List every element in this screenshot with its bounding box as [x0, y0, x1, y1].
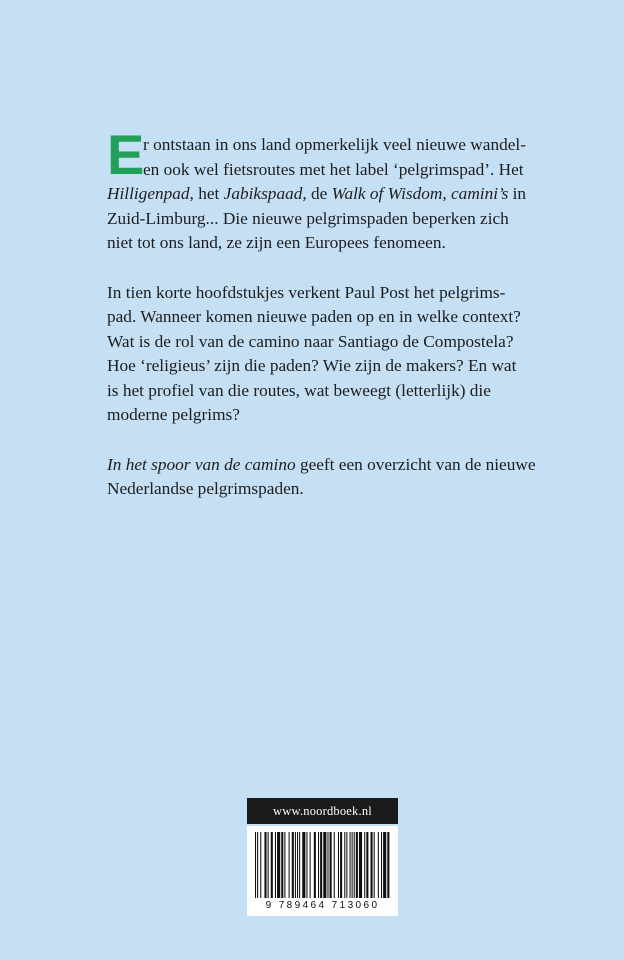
text-line: Nederlandse pelgrimspaden. [107, 479, 304, 498]
barcode-bar [350, 832, 351, 898]
barcode-bar [310, 832, 311, 898]
barcode-bar [378, 832, 379, 898]
barcode-bar [387, 832, 389, 898]
text-line: pad. Wanneer komen nieuwe paden op en in welke context? [107, 307, 521, 326]
paragraph-summary [107, 453, 567, 502]
barcode-bar [268, 832, 269, 898]
barcode-bar [264, 832, 266, 898]
text-line [107, 453, 567, 478]
barcode-bar [277, 832, 280, 898]
paragraph-intro [107, 123, 567, 256]
title-walk-of-wisdom: Walk of Wisdom, camini’s [331, 184, 509, 203]
barcode-bar [257, 832, 258, 898]
barcode-bar [297, 832, 298, 898]
barcode-bar [314, 832, 316, 898]
text-line: Hoe ‘religieus’ zijn die paden? Wie zijn de makers? En wat [107, 356, 517, 375]
barcode-bar [320, 832, 322, 898]
barcode-bar [271, 832, 273, 898]
barcode-bar [323, 832, 326, 898]
barcode-bar [299, 832, 300, 898]
barcode-bar [371, 832, 373, 898]
barcode-bar [364, 832, 365, 898]
barcode-bar [344, 832, 345, 898]
barcode-bar [302, 832, 305, 898]
barcode-bar [334, 832, 335, 898]
paragraph-contents [107, 281, 567, 428]
barcode-bar [381, 832, 382, 898]
back-cover-text [107, 123, 567, 527]
text-line [107, 182, 567, 207]
barcode-bar [374, 832, 375, 898]
barcode-bar [260, 832, 261, 898]
text-fragment: in [508, 184, 527, 203]
barcode-bar [352, 832, 353, 898]
text-line: is het profiel van die routes, wat beweegt (letterlijk) die [107, 380, 491, 400]
title-hilligenpad: Hilligenpad, [107, 184, 194, 203]
text-fragment: het [193, 184, 224, 203]
barcode-bar [275, 832, 276, 898]
text-line: r ontstaan in ons land opmerkelijk veel nieuwe wandel- [143, 135, 526, 154]
publisher-url: www.noordboek.nl [247, 798, 398, 824]
barcode-bar [354, 832, 355, 898]
barcode-bar [318, 832, 319, 898]
barcode-bar [383, 832, 386, 898]
drop-cap: E [107, 123, 143, 186]
barcode-bar [356, 832, 358, 898]
barcode-bar [366, 832, 368, 898]
barcode-bar [292, 832, 294, 898]
barcode-bar [327, 832, 328, 898]
barcode-block [247, 798, 398, 916]
text-line: Zuid-Limburg... Die nieuwe pelgrimspaden beperken zich [107, 208, 509, 228]
barcode-bar [306, 832, 307, 898]
isbn-number: 9 789464 713060 [265, 900, 380, 911]
barcode-bar [340, 832, 342, 898]
text-line: In tien korte hoofdstukjes verkent Paul Post het pelgrims- [107, 282, 506, 302]
text-line: Wat is de rol van de camino naar Santiago de Compostela? [107, 331, 514, 351]
text-fragment: de [306, 184, 332, 203]
barcode-bars [253, 832, 392, 898]
barcode-bar [284, 832, 285, 898]
title-jabikspaad: Jabikspaad, [223, 184, 307, 203]
barcode-bar [255, 832, 256, 898]
text-line: niet tot ons land, ze zijn een Europees fenomeen. [107, 233, 446, 252]
barcode-bar [330, 832, 332, 898]
barcode-bar [346, 832, 347, 898]
isbn-barcode [247, 826, 398, 916]
text-line: moderne pelgrims? [107, 405, 240, 424]
text-fragment: geeft een overzicht van de nieuwe [295, 454, 536, 474]
barcode-bar [295, 832, 296, 898]
barcode-bar [359, 832, 362, 898]
barcode-bar [338, 832, 339, 898]
text-line: en ook wel fietsroutes met het label ‘pelgrimspad’. Het [143, 159, 524, 179]
barcode-bar [289, 832, 290, 898]
book-title: In het spoor van de camino [107, 454, 296, 474]
barcode-bar [281, 832, 283, 898]
